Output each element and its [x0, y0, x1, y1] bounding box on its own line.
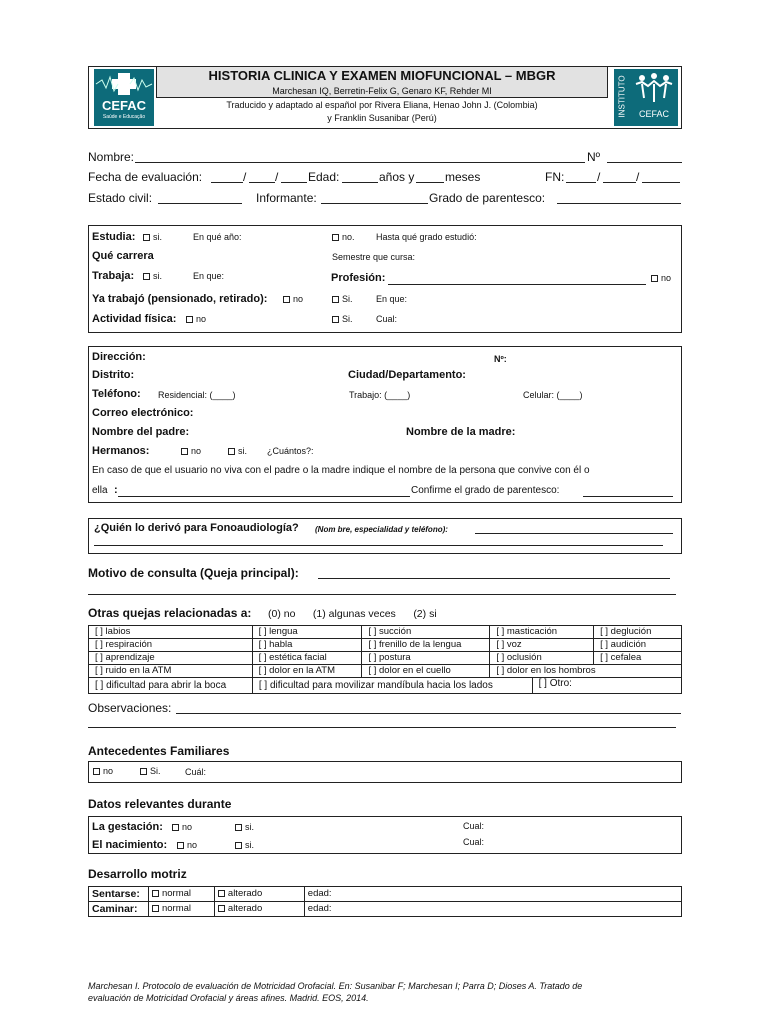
telefono-label: Teléfono:	[92, 388, 141, 400]
confirme-label: Confirme el grado de parentesco:	[411, 485, 560, 496]
grado-label: Grado de parentesco:	[429, 191, 546, 205]
quejas-last-row	[88, 677, 682, 694]
hasta-que-label: Hasta qué grado estudió:	[376, 232, 477, 242]
quejas-table	[88, 625, 682, 678]
fecha-label: Fecha de evaluación:	[88, 170, 203, 184]
queja-cell[interactable]: [ ] dolor en el cuello	[362, 665, 490, 678]
actividad-label: Actividad física:	[92, 313, 177, 325]
nombre-label: Nombre:	[88, 150, 135, 164]
datos-title: Datos relevantes durante	[88, 797, 232, 811]
form-title: HISTORIA CLINICA Y EXAMEN MIOFUNCIONAL – MBGR	[208, 68, 556, 83]
option-label: no	[293, 294, 304, 304]
madre-label: Nombre de la madre:	[406, 426, 516, 438]
nacimiento-si-option[interactable]	[235, 840, 254, 851]
checkbox[interactable]	[283, 296, 290, 303]
quejas-row	[89, 652, 682, 665]
queja-cell[interactable]: [ ] aprendizaje	[89, 652, 253, 665]
edad-label: Edad:	[308, 170, 340, 184]
fn-slash-1: /	[597, 170, 601, 184]
nacimiento-cual-label: Cual:	[463, 837, 485, 847]
residencial-field[interactable]: Residencial: (____)	[158, 390, 236, 400]
queja-cell[interactable]: [ ] succión	[362, 626, 490, 639]
queja-cell[interactable]: [ ] estética facial	[252, 652, 362, 665]
cuantos-label: ¿Cuántos?:	[267, 446, 314, 456]
anos-label: años y	[379, 170, 415, 184]
cefac-logo-left	[94, 69, 154, 126]
checkbox[interactable]	[172, 824, 179, 831]
option-label: si.	[153, 271, 162, 281]
estudia-label: Estudia:	[92, 231, 136, 243]
checkbox[interactable]	[152, 890, 159, 897]
observaciones-field-2[interactable]	[88, 727, 676, 728]
gestacion-no-option[interactable]	[172, 822, 192, 833]
grado-field[interactable]	[557, 203, 681, 204]
queja-cell[interactable]: [ ] labios	[89, 626, 253, 639]
profesion-field[interactable]	[388, 284, 646, 285]
motivo-field-1[interactable]	[318, 578, 670, 579]
logo-right-name: CEFAC	[638, 109, 669, 119]
quejas-row	[89, 665, 682, 678]
fecha-day-field[interactable]	[211, 182, 243, 183]
translation-line-2: y Franklin Susanibar (Perú)	[327, 113, 437, 123]
distrito-label: Distrito:	[92, 369, 135, 381]
queja-cell[interactable]: [ ] deglución	[594, 626, 682, 639]
checkbox[interactable]	[152, 905, 159, 912]
fecha-month-field[interactable]	[249, 182, 275, 183]
queja-cell[interactable]: [ ] lengua	[252, 626, 362, 639]
option-label: si.	[153, 232, 162, 242]
queja-cell[interactable]: [ ] cefalea	[594, 652, 682, 665]
derivo-label: ¿Quién lo derivó para Fonoaudiología?	[94, 522, 299, 534]
quejas-row	[89, 639, 682, 652]
queja-cell[interactable]: [ ] audición	[594, 639, 682, 652]
queja-cell[interactable]: [ ] ruido en la ATM	[89, 665, 253, 678]
actividad-si-option[interactable]	[332, 314, 353, 325]
profesion-no-option[interactable]	[651, 273, 671, 284]
numero-label: Nº	[587, 150, 601, 164]
antecedentes-no-option[interactable]	[93, 766, 113, 777]
gestacion-si-option[interactable]	[235, 822, 254, 833]
queja-cell[interactable]: [ ] masticación	[490, 626, 594, 639]
ya-trabajo-en-que-label: En que:	[376, 294, 408, 304]
nacimiento-label: El nacimiento:	[92, 839, 168, 851]
motivo-field-2[interactable]	[88, 594, 676, 595]
derivo-hint: (Nom bre, especialidad y teléfono):	[315, 525, 448, 534]
en-que-ano-label: En qué año:	[193, 232, 242, 242]
option-label: no	[661, 273, 672, 283]
meses-label: meses	[445, 170, 481, 184]
fn-month-field[interactable]	[603, 182, 636, 183]
queja-cell[interactable]: [ ] habla	[252, 639, 362, 652]
checkbox[interactable]	[228, 448, 235, 455]
profesion-label: Profesión:	[331, 272, 386, 284]
sentarse-normal-option[interactable]	[148, 887, 214, 902]
option-label: normal	[161, 888, 192, 899]
option-label: no	[196, 314, 207, 324]
fn-year-field[interactable]	[642, 182, 680, 183]
padre-label: Nombre del padre:	[92, 426, 190, 438]
trabaja-si-option[interactable]	[143, 271, 162, 282]
derivo-field-1[interactable]	[475, 533, 673, 534]
people-icon	[632, 72, 676, 104]
gestacion-label: La gestación:	[92, 821, 163, 833]
fecha-slash-2: /	[275, 170, 279, 184]
ella-colon: :	[114, 484, 118, 496]
logo-left-name: CEFAC	[101, 98, 147, 113]
ya-trabajo-no-option[interactable]	[283, 294, 303, 305]
quejas-scale: (0) no (1) algunas veces (2) si	[268, 608, 437, 620]
footer-line-1: Marchesan I. Protocolo de evaluación de Motricidad Orofacial. En: Susanibar F; Marchesan I; Parra D; Dioses A. Tratado de	[88, 981, 583, 991]
checkbox[interactable]	[177, 842, 184, 849]
queja-cell[interactable]: [ ] postura	[362, 652, 490, 665]
cefac-logo-right	[614, 69, 678, 126]
sentarse-label: Sentarse:	[89, 887, 149, 902]
option-label: no	[182, 822, 193, 832]
option-label: alterado	[227, 903, 263, 914]
option-label: si.	[245, 822, 254, 832]
checkbox[interactable]	[143, 273, 150, 280]
trabaja-en-que-label: En que:	[193, 271, 225, 281]
option-label: si.	[245, 840, 254, 850]
quejas-row	[89, 626, 682, 639]
fn-slash-2: /	[636, 170, 640, 184]
form-authors: Marchesan IQ, Berretin-Felix G, Genaro KF, Rehder MI	[272, 86, 492, 96]
checkbox[interactable]	[218, 905, 225, 912]
actividad-cual-label: Cual:	[376, 314, 398, 324]
trabajo-phone-field[interactable]: Trabajo: (____)	[349, 390, 411, 400]
queja-cell[interactable]: [ ] oclusión	[490, 652, 594, 665]
option-label: no	[103, 766, 114, 776]
ella-label: ella	[92, 485, 108, 496]
edad-meses-field[interactable]	[416, 182, 444, 183]
antecedentes-cual-label: Cuál:	[185, 767, 207, 777]
queja-cell[interactable]: [ ] dolor en los hombros	[490, 665, 682, 678]
option-label: Si.	[150, 766, 161, 776]
caminar-edad[interactable]: edad:	[304, 902, 681, 917]
fecha-year-field[interactable]	[281, 182, 307, 183]
estado-civil-label: Estado civil:	[88, 191, 153, 205]
motriz-table	[88, 886, 682, 917]
option-label: Si.	[342, 314, 353, 324]
ya-trabajo-si-option[interactable]	[332, 294, 353, 305]
actividad-no-option[interactable]	[186, 314, 206, 325]
motivo-label: Motivo de consulta (Queja principal):	[88, 566, 299, 580]
estudia-no-option[interactable]	[332, 232, 355, 243]
checkbox[interactable]	[332, 296, 339, 303]
queja-cell[interactable]: [ ] dolor en la ATM	[252, 665, 362, 678]
checkbox[interactable]	[651, 275, 658, 282]
logo-left-sub: Saúde e Educação	[102, 114, 146, 120]
informante-field[interactable]	[321, 203, 428, 204]
fn-label: FN:	[545, 170, 565, 184]
estudia-si-option[interactable]	[143, 232, 162, 243]
persona-convive-field[interactable]	[118, 496, 410, 497]
trabaja-label: Trabaja:	[92, 270, 135, 282]
translation-line-1: Traducido y adaptado al español por Rivera Eliana, Henao John J. (Colombia)	[226, 100, 538, 110]
derivo-field-2[interactable]	[94, 545, 663, 546]
nacimiento-no-option[interactable]	[177, 840, 197, 851]
queja-cell[interactable]: [ ] voz	[490, 639, 594, 652]
option-label: normal	[161, 903, 192, 914]
checkbox[interactable]	[143, 234, 150, 241]
checkbox[interactable]	[93, 768, 100, 775]
option-label: no	[191, 446, 202, 456]
sentarse-edad[interactable]: edad:	[304, 887, 681, 902]
checkbox[interactable]	[181, 448, 188, 455]
quejas-label: Otras quejas relacionadas a:	[88, 606, 252, 620]
option-label: si.	[238, 446, 247, 456]
ya-trabajo-label: Ya trabajó (pensionado, retirado):	[92, 293, 268, 305]
antecedentes-box	[88, 761, 682, 783]
caminar-label: Caminar:	[89, 902, 149, 917]
informante-label: Informante:	[256, 191, 317, 205]
checkbox[interactable]	[140, 768, 147, 775]
numero-field[interactable]	[607, 162, 682, 163]
observaciones-field-1[interactable]	[176, 713, 681, 714]
ciudad-label: Ciudad/Departamento:	[348, 369, 466, 381]
caminar-alterado-option[interactable]	[214, 902, 304, 917]
semestre-label: Semestre que cursa:	[332, 252, 416, 262]
checkbox[interactable]	[218, 890, 225, 897]
fecha-slash-1: /	[243, 170, 247, 184]
sentarse-alterado-option[interactable]	[214, 887, 304, 902]
queja-dificultad-abrir[interactable]: [ ] dificultad para abrir la boca	[89, 678, 253, 694]
option-label: no	[187, 840, 198, 850]
logo-right-vertical: INSTITUTO	[617, 75, 627, 118]
gestacion-cual-label: Cual:	[463, 821, 485, 831]
hermanos-no-option[interactable]	[181, 446, 201, 457]
hermanos-si-option[interactable]	[228, 446, 247, 457]
estado-civil-field[interactable]	[158, 203, 242, 204]
antecedentes-si-option[interactable]	[140, 766, 161, 777]
queja-dificultad-movilizar[interactable]: [ ] dificultad para movilizar mandíbula hacia los lados	[252, 678, 532, 694]
numero-sup-label: Nº:	[494, 354, 507, 364]
queja-cell[interactable]: [ ] respiración	[89, 639, 253, 652]
fn-day-field[interactable]	[566, 182, 596, 183]
correo-label: Correo electrónico:	[92, 407, 194, 419]
queja-otro[interactable]: [ ] Otro:	[532, 678, 681, 694]
footer-line-2: evaluación de Motricidad Orofacial y áreas afines. Madrid. EOS, 2014.	[88, 993, 369, 1003]
edad-anos-field[interactable]	[342, 182, 378, 183]
observaciones-label: Observaciones:	[88, 701, 172, 715]
waveform-icon	[94, 71, 154, 97]
en-caso-text: En caso de que el usuario no viva con el padre o la madre indique el nombre de la persona que convive con él o	[92, 465, 590, 476]
motriz-title: Desarrollo motriz	[88, 867, 187, 881]
option-label: no.	[342, 232, 355, 242]
queja-cell[interactable]: [ ] frenillo de la lengua	[362, 639, 490, 652]
celular-field[interactable]: Celular: (____)	[523, 390, 583, 400]
antecedentes-title: Antecedentes Familiares	[88, 744, 230, 758]
checkbox[interactable]	[235, 824, 242, 831]
checkbox[interactable]	[332, 316, 339, 323]
option-label: alterado	[227, 888, 263, 899]
option-label: Si.	[342, 294, 353, 304]
hermanos-label: Hermanos:	[92, 445, 150, 457]
direccion-label: Dirección:	[92, 351, 146, 363]
que-carrera-label: Qué carrera	[92, 250, 154, 262]
checkbox[interactable]	[332, 234, 339, 241]
confirme-field[interactable]	[583, 496, 673, 497]
caminar-normal-option[interactable]	[148, 902, 214, 917]
nombre-field[interactable]	[135, 162, 585, 163]
checkbox[interactable]	[235, 842, 242, 849]
checkbox[interactable]	[186, 316, 193, 323]
